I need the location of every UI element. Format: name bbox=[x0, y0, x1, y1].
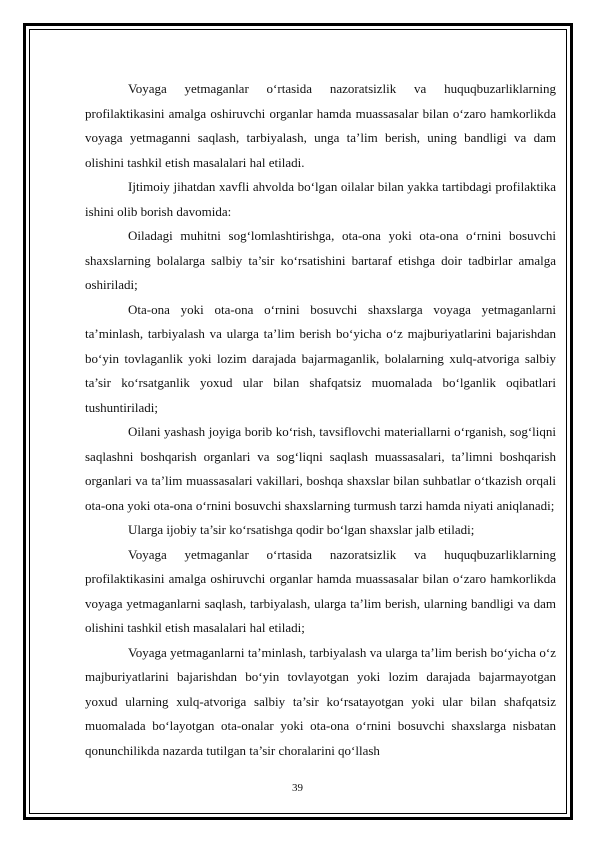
paragraph-6: Ularga ijobiy ta’sir ko‘rsatishga qodir bo‘lgan shaxslar jalb etiladi; bbox=[128, 522, 475, 537]
document-body bbox=[85, 77, 556, 763]
paragraph-8: Voyaga yetmaganlarni ta’minlash, tarbiyalash va ularga ta’lim berish bo‘yicha o‘z majburiyatlarini bajarishdan bo‘yin tovlayotgan yoki lozim darajada bajarmayotgan yoxud ularning xulq-atvoriga salbiy ta’sir ko‘rsatayotgan yoki ular bilan shafqatsiz muomalada bo‘layotgan ota-onalar yoki ota-ona o‘rnini bosuvchi shaxslarga nisbatan qonunchilikda nazarda tutilgan ta’sir choralarini qo‘llash bbox=[85, 644, 556, 758]
paragraph-1: Voyaga yetmaganlar o‘rtasida nazoratsizlik va huquqbuzarliklarning profilaktikasini amalga oshiruvchi organlar hamda muassasalar bilan o‘zaro hamkorlikda voyaga yetmaganni saqlash, tarbiyalash, unga ta’lim berish, uning bandligi va dam olishini tashkil etish masalalari hal etiladi. bbox=[85, 81, 556, 170]
paragraph-5: Oilani yashash joyiga borib ko‘rish, tavsiflovchi materiallarni o‘rganish, sog‘liqni saqlashni boshqarish organlari va sog‘liqni saqlash muassasalari, ta’limni boshqarish organlari va ta’lim muassasalari vakillari, boshqa shaxslar bilan suhbatlar o‘tkazish orqali ota-ona yoki ota-ona o‘rnini bosuvchi shaxslarning turmush tarzi hamda niyati aniqlanadi; bbox=[85, 424, 556, 513]
paragraph-3: Oiladagi muhitni sog‘lomlashtirishga, ota-ona yoki ota-ona o‘rnini bosuvchi shaxslarning bolalarga salbiy ta’sir ko‘rsatishini bartaraf etishga doir tadbirlar amalga oshiriladi; bbox=[85, 228, 556, 292]
paragraph-2: Ijtimoiy jihatdan xavfli ahvolda bo‘lgan oilalar bilan yakka tartibdagi profilaktika ishini olib borish davomida: bbox=[85, 179, 556, 219]
page-number: 39 bbox=[292, 782, 303, 794]
paragraph-4: Ota-ona yoki ota-ona o‘rnini bosuvchi shaxslarga voyaga yetmaganlarni ta’minlash, tarbiyalash va ularga ta’lim berish bo‘yicha o‘z majburiyatlarini bajarishdan bo‘yin tovlaganlik yoki lozim darajada bajarmaganlik, bolalarning xulq-atvoriga salbiy ta’sir ko‘rsatganlik yoxud ular bilan shafqatsiz muomalada bo‘lganlik oqibatlari tushuntiriladi; bbox=[85, 301, 556, 415]
paragraph-7: Voyaga yetmaganlar o‘rtasida nazoratsizlik va huquqbuzarliklarning profilaktikasini amalga oshiruvchi organlar hamda muassasalar bilan o‘zaro hamkorlikda voyaga yetmaganlarni saqlash, tarbiyalash, ularga ta’lim berish, ularning bandligi va dam olishini tashkil etish masalalari hal etiladi; bbox=[85, 546, 556, 635]
